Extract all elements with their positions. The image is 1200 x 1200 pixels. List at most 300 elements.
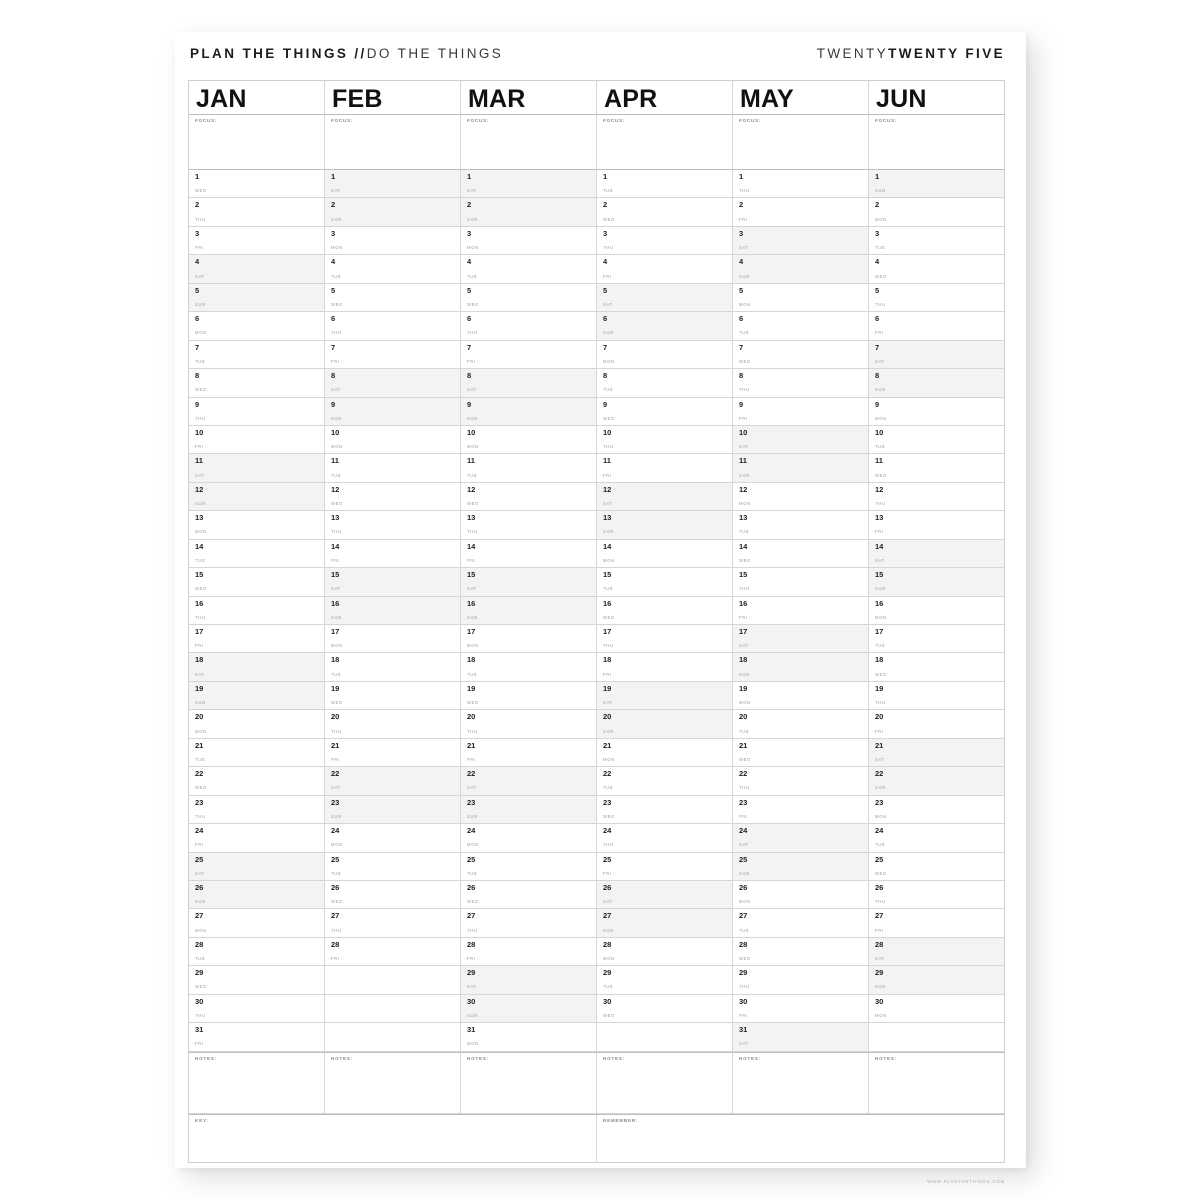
day-number: 5: [195, 285, 200, 295]
day-cell-apr-21[interactable]: [597, 739, 733, 767]
day-cell-apr-26[interactable]: [597, 881, 733, 909]
day-weekday-abbr: MON: [467, 842, 479, 848]
day-cell-feb-27[interactable]: [325, 909, 461, 937]
remember-label: REMEMBER:: [603, 1117, 639, 1123]
day-cell-mar-15[interactable]: [461, 568, 597, 596]
day-cell-may-27[interactable]: [733, 909, 869, 937]
month-name-apr: APR: [604, 85, 658, 113]
day-cell-jun-6[interactable]: [869, 312, 1004, 340]
day-cell-jun-18[interactable]: [869, 653, 1004, 681]
day-cell-jun-4[interactable]: [869, 255, 1004, 283]
day-weekday-abbr: MON: [875, 216, 887, 222]
day-cell-may-29[interactable]: [733, 966, 869, 994]
day-cell-apr-28[interactable]: [597, 938, 733, 966]
day-cell-mar-31[interactable]: [461, 1023, 597, 1051]
day-cell-mar-10[interactable]: [461, 426, 597, 454]
day-weekday-abbr: FRI: [875, 728, 884, 734]
day-cell-mar-30[interactable]: [461, 995, 597, 1023]
key-box[interactable]: [189, 1115, 597, 1163]
day-cell-jun-8[interactable]: [869, 369, 1004, 397]
day-cell-feb-11[interactable]: [325, 454, 461, 482]
day-cell-feb-7[interactable]: [325, 341, 461, 369]
day-weekday-abbr: MON: [331, 444, 343, 450]
day-cell-mar-25[interactable]: [461, 853, 597, 881]
day-number: 15: [467, 570, 476, 580]
day-cell-jan-13[interactable]: [189, 511, 325, 539]
day-cell-feb-14[interactable]: [325, 540, 461, 568]
day-number: 16: [195, 598, 204, 608]
day-cell-mar-3[interactable]: [461, 227, 597, 255]
day-cell-jun-14[interactable]: [869, 540, 1004, 568]
day-cell-apr-29[interactable]: [597, 966, 733, 994]
day-cell-jan-3[interactable]: [189, 227, 325, 255]
day-row: [189, 568, 1004, 596]
day-cell-jan-26[interactable]: [189, 881, 325, 909]
day-number: 29: [467, 968, 476, 978]
day-number: 22: [467, 769, 476, 779]
day-cell-apr-16[interactable]: [597, 597, 733, 625]
day-cell-apr-22[interactable]: [597, 767, 733, 795]
day-number: 19: [195, 683, 204, 693]
day-cell-may-21[interactable]: [733, 739, 869, 767]
day-number: 20: [467, 712, 476, 722]
day-cell-may-25[interactable]: [733, 853, 869, 881]
day-cell-feb-2[interactable]: [325, 198, 461, 226]
notes-cell-jun[interactable]: [869, 1052, 1004, 1114]
day-number: 3: [739, 228, 744, 238]
day-number: 27: [331, 911, 340, 921]
day-number: 23: [331, 797, 340, 807]
day-number: 5: [875, 285, 880, 295]
day-cell-jun-30[interactable]: [869, 995, 1004, 1023]
remember-box[interactable]: [597, 1115, 1004, 1163]
day-weekday-abbr: WED: [603, 216, 615, 222]
day-cell-apr-10[interactable]: [597, 426, 733, 454]
day-cell-apr-8[interactable]: [597, 369, 733, 397]
day-cell-apr-12[interactable]: [597, 483, 733, 511]
day-cell-may-22[interactable]: [733, 767, 869, 795]
day-cell-apr-7[interactable]: [597, 341, 733, 369]
day-cell-apr-11[interactable]: [597, 454, 733, 482]
day-cell-feb-13[interactable]: [325, 511, 461, 539]
day-cell-may-13[interactable]: [733, 511, 869, 539]
day-weekday-abbr: TUE: [331, 870, 342, 876]
day-cell-jan-2[interactable]: [189, 198, 325, 226]
day-number: 20: [603, 712, 612, 722]
day-number: 30: [603, 996, 612, 1006]
day-weekday-abbr: SAT: [331, 785, 341, 791]
day-cell-jun-10[interactable]: [869, 426, 1004, 454]
day-cell-mar-20[interactable]: [461, 710, 597, 738]
year-light-part: TWENTY: [816, 46, 889, 61]
day-cell-feb-21[interactable]: [325, 739, 461, 767]
day-cell-may-19[interactable]: [733, 682, 869, 710]
day-number: 20: [195, 712, 204, 722]
month-name-may: MAY: [740, 85, 794, 113]
focus-cell-jun[interactable]: [869, 115, 1004, 170]
day-cell-feb-19[interactable]: [325, 682, 461, 710]
day-number: 17: [195, 627, 204, 636]
day-cell-jan-14[interactable]: [189, 540, 325, 568]
day-number: 14: [331, 541, 340, 551]
day-cell-jun-28[interactable]: [869, 938, 1004, 966]
day-number: 10: [739, 427, 748, 437]
notes-cell-jan[interactable]: [189, 1052, 325, 1114]
focus-cell-apr[interactable]: [597, 115, 733, 170]
day-cell-jun-22[interactable]: [869, 767, 1004, 795]
day-cell-jun-17[interactable]: [869, 625, 1004, 653]
day-cell-jan-18[interactable]: [189, 653, 325, 681]
day-number: 14: [739, 541, 748, 551]
day-cell-mar-21[interactable]: [461, 739, 597, 767]
day-number: 10: [467, 427, 476, 437]
day-cell-jan-8[interactable]: [189, 369, 325, 397]
day-cell-jun-19[interactable]: [869, 682, 1004, 710]
day-number: 28: [603, 939, 612, 949]
day-cell-feb-10[interactable]: [325, 426, 461, 454]
day-cell-mar-8[interactable]: [461, 369, 597, 397]
day-cell-jan-30[interactable]: [189, 995, 325, 1023]
day-cell-feb-1[interactable]: [325, 170, 461, 198]
day-number: 4: [603, 257, 608, 267]
day-cell-apr-6[interactable]: [597, 312, 733, 340]
day-cell-may-16[interactable]: [733, 597, 869, 625]
day-weekday-abbr: TUE: [739, 529, 750, 535]
day-cell-jan-28[interactable]: [189, 938, 325, 966]
day-number: 11: [739, 456, 747, 466]
day-cell-apr-1[interactable]: [597, 170, 733, 198]
day-number: 11: [467, 456, 475, 466]
day-cell-may-9[interactable]: [733, 398, 869, 426]
day-cell-may-3[interactable]: [733, 227, 869, 255]
day-cell-jan-11[interactable]: [189, 454, 325, 482]
day-cell-mar-16[interactable]: [461, 597, 597, 625]
day-cell-may-2[interactable]: [733, 198, 869, 226]
day-cell-mar-22[interactable]: [461, 767, 597, 795]
day-number: 2: [603, 200, 608, 210]
day-cell-jun-7[interactable]: [869, 341, 1004, 369]
day-cell-apr-5[interactable]: [597, 284, 733, 312]
day-cell-jun-5[interactable]: [869, 284, 1004, 312]
day-cell-feb-25[interactable]: [325, 853, 461, 881]
day-cell-jun-20[interactable]: [869, 710, 1004, 738]
day-cell-feb-12[interactable]: [325, 483, 461, 511]
day-weekday-abbr: FRI: [875, 927, 884, 933]
notes-cell-may[interactable]: [733, 1052, 869, 1114]
day-cell-mar-12[interactable]: [461, 483, 597, 511]
day-number: 16: [467, 598, 476, 608]
day-cell-jan-10[interactable]: [189, 426, 325, 454]
day-weekday-abbr: FRI: [195, 842, 204, 848]
day-cell-feb-26[interactable]: [325, 881, 461, 909]
day-cell-jan-23[interactable]: [189, 796, 325, 824]
day-cell-may-15[interactable]: [733, 568, 869, 596]
day-cell-empty: [869, 1023, 1004, 1051]
day-cell-feb-24[interactable]: [325, 824, 461, 852]
day-number: 3: [875, 228, 880, 238]
day-cell-mar-4[interactable]: [461, 255, 597, 283]
day-number: 26: [603, 882, 612, 892]
month-name-jun: JUN: [876, 85, 927, 113]
day-cell-mar-28[interactable]: [461, 938, 597, 966]
day-weekday-abbr: SAT: [739, 643, 749, 649]
day-weekday-abbr: WED: [195, 984, 207, 990]
day-weekday-abbr: THU: [467, 529, 478, 535]
day-weekday-abbr: WED: [603, 415, 615, 421]
focus-cell-feb[interactable]: [325, 115, 461, 170]
day-weekday-abbr: WED: [331, 501, 343, 507]
day-weekday-abbr: SAT: [467, 586, 477, 592]
day-cell-may-18[interactable]: [733, 653, 869, 681]
day-cell-jan-4[interactable]: [189, 255, 325, 283]
day-row: [189, 796, 1004, 824]
day-cell-jan-19[interactable]: [189, 682, 325, 710]
day-cell-may-14[interactable]: [733, 540, 869, 568]
day-cell-may-24[interactable]: [733, 824, 869, 852]
day-number: 20: [875, 712, 884, 722]
day-cell-mar-18[interactable]: [461, 653, 597, 681]
day-cell-jun-11[interactable]: [869, 454, 1004, 482]
focus-cell-jan[interactable]: [189, 115, 325, 170]
day-cell-mar-19[interactable]: [461, 682, 597, 710]
day-cell-jan-29[interactable]: [189, 966, 325, 994]
day-cell-apr-23[interactable]: [597, 796, 733, 824]
day-cell-jun-16[interactable]: [869, 597, 1004, 625]
day-rows-container: [189, 170, 1004, 1052]
day-cell-jan-17[interactable]: [189, 625, 325, 653]
day-cell-feb-18[interactable]: [325, 653, 461, 681]
day-number: 16: [875, 598, 884, 608]
day-cell-may-20[interactable]: [733, 710, 869, 738]
day-weekday-abbr: THU: [875, 700, 886, 706]
day-cell-may-12[interactable]: [733, 483, 869, 511]
day-number: 10: [331, 427, 340, 437]
day-weekday-abbr: FRI: [331, 956, 340, 962]
day-number: 21: [739, 740, 748, 750]
day-cell-feb-22[interactable]: [325, 767, 461, 795]
day-cell-jun-3[interactable]: [869, 227, 1004, 255]
day-cell-jan-22[interactable]: [189, 767, 325, 795]
day-cell-may-30[interactable]: [733, 995, 869, 1023]
day-cell-jun-29[interactable]: [869, 966, 1004, 994]
day-number: 11: [331, 456, 339, 466]
day-cell-jan-21[interactable]: [189, 739, 325, 767]
day-cell-mar-2[interactable]: [461, 198, 597, 226]
day-number: 12: [739, 484, 748, 494]
focus-cell-mar[interactable]: [461, 115, 597, 170]
day-cell-feb-28[interactable]: [325, 938, 461, 966]
day-cell-mar-29[interactable]: [461, 966, 597, 994]
day-cell-may-26[interactable]: [733, 881, 869, 909]
day-cell-jun-21[interactable]: [869, 739, 1004, 767]
day-cell-jan-1[interactable]: [189, 170, 325, 198]
day-cell-feb-4[interactable]: [325, 255, 461, 283]
day-cell-feb-5[interactable]: [325, 284, 461, 312]
day-cell-apr-15[interactable]: [597, 568, 733, 596]
day-cell-apr-25[interactable]: [597, 853, 733, 881]
day-cell-jun-1[interactable]: [869, 170, 1004, 198]
year-bold-part: TWENTY FIVE: [888, 46, 1005, 61]
day-cell-may-8[interactable]: [733, 369, 869, 397]
day-cell-jun-13[interactable]: [869, 511, 1004, 539]
day-cell-jan-24[interactable]: [189, 824, 325, 852]
day-weekday-abbr: FRI: [875, 529, 884, 535]
day-cell-mar-27[interactable]: [461, 909, 597, 937]
day-cell-may-17[interactable]: [733, 625, 869, 653]
day-weekday-abbr: WED: [739, 756, 751, 762]
day-cell-jun-24[interactable]: [869, 824, 1004, 852]
day-row: [189, 426, 1004, 454]
notes-cell-mar[interactable]: [461, 1052, 597, 1114]
day-cell-feb-20[interactable]: [325, 710, 461, 738]
day-cell-may-4[interactable]: [733, 255, 869, 283]
day-cell-may-11[interactable]: [733, 454, 869, 482]
day-cell-jan-27[interactable]: [189, 909, 325, 937]
day-number: 28: [331, 939, 340, 949]
day-cell-jan-31[interactable]: [189, 1023, 325, 1051]
day-cell-may-28[interactable]: [733, 938, 869, 966]
focus-label: FOCUS:: [331, 118, 354, 123]
day-cell-jun-27[interactable]: [869, 909, 1004, 937]
day-cell-apr-4[interactable]: [597, 255, 733, 283]
day-cell-jan-16[interactable]: [189, 597, 325, 625]
notes-label: NOTES:: [195, 1055, 217, 1061]
day-cell-mar-7[interactable]: [461, 341, 597, 369]
day-number: 17: [331, 627, 340, 636]
day-cell-feb-9[interactable]: [325, 398, 461, 426]
day-cell-feb-6[interactable]: [325, 312, 461, 340]
day-weekday-abbr: THU: [331, 330, 342, 336]
day-cell-jun-9[interactable]: [869, 398, 1004, 426]
focus-cell-may[interactable]: [733, 115, 869, 170]
day-cell-jan-5[interactable]: [189, 284, 325, 312]
day-cell-apr-18[interactable]: [597, 653, 733, 681]
day-cell-jun-23[interactable]: [869, 796, 1004, 824]
day-row: [189, 909, 1004, 937]
day-cell-may-31[interactable]: [733, 1023, 869, 1051]
day-cell-mar-14[interactable]: [461, 540, 597, 568]
day-number: 5: [467, 285, 472, 295]
day-cell-mar-17[interactable]: [461, 625, 597, 653]
day-cell-feb-17[interactable]: [325, 625, 461, 653]
day-number: 9: [195, 399, 200, 409]
day-cell-mar-1[interactable]: [461, 170, 597, 198]
day-cell-mar-5[interactable]: [461, 284, 597, 312]
day-cell-may-7[interactable]: [733, 341, 869, 369]
day-cell-feb-15[interactable]: [325, 568, 461, 596]
month-header-row: [189, 81, 1004, 115]
calendar-sheet: [175, 32, 1026, 1184]
day-cell-apr-13[interactable]: [597, 511, 733, 539]
day-cell-mar-24[interactable]: [461, 824, 597, 852]
day-cell-apr-19[interactable]: [597, 682, 733, 710]
day-cell-apr-14[interactable]: [597, 540, 733, 568]
day-cell-jun-25[interactable]: [869, 853, 1004, 881]
notes-cell-apr[interactable]: [597, 1052, 733, 1114]
day-weekday-abbr: MON: [603, 956, 615, 962]
day-weekday-abbr: SAT: [739, 842, 749, 848]
day-number: 3: [467, 228, 472, 238]
day-cell-may-5[interactable]: [733, 284, 869, 312]
day-cell-mar-6[interactable]: [461, 312, 597, 340]
day-row: [189, 398, 1004, 426]
day-cell-apr-27[interactable]: [597, 909, 733, 937]
day-cell-mar-11[interactable]: [461, 454, 597, 482]
day-cell-apr-2[interactable]: [597, 198, 733, 226]
day-cell-mar-26[interactable]: [461, 881, 597, 909]
day-number: 19: [467, 683, 476, 693]
day-cell-may-10[interactable]: [733, 426, 869, 454]
day-cell-jan-9[interactable]: [189, 398, 325, 426]
day-cell-jun-15[interactable]: [869, 568, 1004, 596]
day-cell-mar-23[interactable]: [461, 796, 597, 824]
day-weekday-abbr: FRI: [467, 956, 476, 962]
day-weekday-abbr: TUE: [467, 273, 478, 279]
day-cell-jan-6[interactable]: [189, 312, 325, 340]
day-cell-apr-20[interactable]: [597, 710, 733, 738]
day-weekday-abbr: THU: [331, 529, 342, 535]
day-cell-may-1[interactable]: [733, 170, 869, 198]
day-number: 28: [195, 939, 204, 949]
day-weekday-abbr: FRI: [603, 870, 612, 876]
day-cell-may-23[interactable]: [733, 796, 869, 824]
day-cell-may-6[interactable]: [733, 312, 869, 340]
day-cell-mar-13[interactable]: [461, 511, 597, 539]
day-cell-apr-9[interactable]: [597, 398, 733, 426]
day-cell-apr-17[interactable]: [597, 625, 733, 653]
day-number: 10: [195, 427, 204, 437]
day-cell-feb-8[interactable]: [325, 369, 461, 397]
day-number: 1: [603, 172, 608, 181]
day-cell-mar-9[interactable]: [461, 398, 597, 426]
day-weekday-abbr: MON: [195, 330, 207, 336]
day-weekday-abbr: WED: [603, 614, 615, 620]
day-weekday-abbr: TUE: [603, 387, 614, 393]
day-weekday-abbr: TUE: [195, 557, 206, 563]
notes-cell-feb[interactable]: [325, 1052, 461, 1114]
day-number: 28: [875, 939, 884, 949]
day-cell-empty: [325, 1023, 461, 1051]
day-cell-apr-30[interactable]: [597, 995, 733, 1023]
day-cell-jun-12[interactable]: [869, 483, 1004, 511]
day-number: 29: [739, 968, 748, 978]
day-weekday-abbr: FRI: [739, 813, 748, 819]
day-weekday-abbr: THU: [467, 728, 478, 734]
day-cell-feb-16[interactable]: [325, 597, 461, 625]
day-cell-apr-3[interactable]: [597, 227, 733, 255]
day-cell-jan-7[interactable]: [189, 341, 325, 369]
day-number: 21: [875, 740, 884, 750]
day-cell-jan-12[interactable]: [189, 483, 325, 511]
day-cell-jun-2[interactable]: [869, 198, 1004, 226]
day-cell-jan-20[interactable]: [189, 710, 325, 738]
day-cell-jan-15[interactable]: [189, 568, 325, 596]
day-number: 25: [875, 854, 884, 864]
day-cell-apr-24[interactable]: [597, 824, 733, 852]
day-number: 6: [331, 314, 336, 324]
day-number: 18: [331, 655, 340, 665]
day-number: 21: [195, 740, 204, 750]
day-cell-feb-3[interactable]: [325, 227, 461, 255]
notes-label: NOTES:: [331, 1055, 353, 1061]
day-row: [189, 966, 1004, 994]
day-cell-feb-23[interactable]: [325, 796, 461, 824]
day-number: 27: [467, 911, 476, 921]
day-cell-jan-25[interactable]: [189, 853, 325, 881]
day-cell-jun-26[interactable]: [869, 881, 1004, 909]
day-weekday-abbr: SAT: [331, 387, 341, 393]
day-row: [189, 653, 1004, 681]
